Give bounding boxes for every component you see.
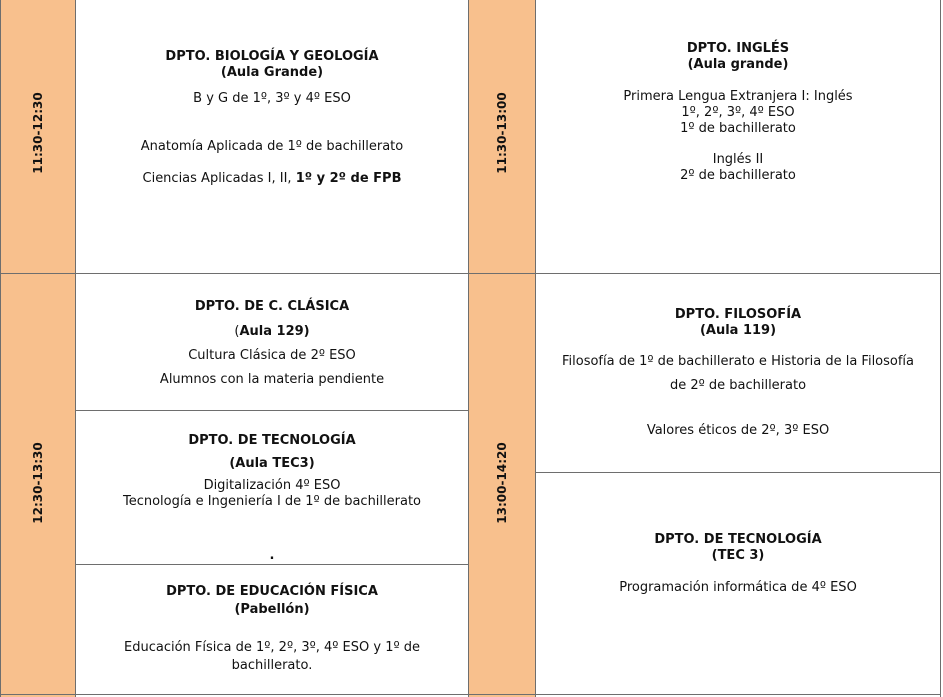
dept-room: (Aula TEC3)	[229, 456, 315, 471]
dept-room: (TEC 3)	[711, 548, 765, 563]
dept-title: DPTO. DE C. CLÁSICA	[194, 299, 350, 314]
dept-room: (Aula Grande)	[220, 65, 324, 80]
time-slot-label: 11:30-12:30	[31, 92, 45, 174]
subject-line: 2º de bachillerato	[680, 168, 796, 183]
dept-tecnologia-cell	[76, 433, 468, 564]
subject-line: Inglés II	[712, 152, 764, 167]
dept-title: DPTO. DE EDUCACIÓN FÍSICA	[166, 584, 378, 599]
separator-dot: .	[269, 548, 275, 563]
grid-line	[75, 410, 468, 411]
subject-line: Filosofía de 1º de bachillerato e Historia de la Filosofía	[561, 354, 915, 369]
dept-title: DPTO. DE TECNOLOGÍA	[188, 433, 356, 448]
dept-title: DPTO. INGLÉS	[686, 41, 790, 56]
dept-room: (Aula 129)	[234, 324, 310, 339]
subject-line: Digitalización 4º ESO	[203, 478, 341, 493]
grid-line	[0, 273, 941, 274]
dept-title: DPTO. FILOSOFÍA	[674, 307, 802, 322]
dept-ingles-cell	[536, 41, 940, 184]
subject-line: de 2º de bachillerato	[669, 378, 807, 393]
time-slot-label: 12:30-13:30	[31, 442, 45, 524]
subject-line: Educación Física de 1º, 2º, 3º, 4º ESO y 1º de	[124, 640, 420, 655]
subject-line: Alumnos con la materia pendiente	[159, 372, 385, 387]
time-slot-label: 11:30-13:00	[495, 92, 509, 174]
grid-line	[0, 0, 1, 697]
dept-efisica-cell	[76, 584, 468, 675]
subject-line: Cultura Clásica de 2º ESO	[188, 348, 356, 363]
dept-room: (Aula grande)	[687, 57, 789, 72]
subject-line: Programación informática de 4º ESO	[619, 580, 857, 595]
dept-biologia-cell	[76, 49, 468, 187]
grid-line	[535, 472, 940, 473]
subject-line: 1º, 2º, 3º, 4º ESO	[681, 105, 795, 120]
grid-line	[468, 0, 469, 697]
subject-line: Valores éticos de 2º, 3º ESO	[646, 423, 830, 438]
subject-line: Ciencias Aplicadas I, II, 1º y 2º de FPB	[142, 171, 402, 186]
subject-line: 1º de bachillerato	[680, 121, 796, 136]
subject-line: Primera Lengua Extranjera I: Inglés	[623, 89, 853, 104]
grid-line	[940, 0, 941, 697]
dept-tecnologia-tec3-cell	[536, 532, 940, 596]
dept-title: DPTO. BIOLOGÍA Y GEOLOGÍA	[165, 49, 379, 64]
dept-title: DPTO. DE TECNOLOGÍA	[654, 532, 822, 547]
subject-line: Anatomía Aplicada de 1º de bachillerato	[140, 139, 404, 154]
subject-line: Tecnología e Ingeniería I de 1º de bachillerato	[122, 494, 422, 509]
grid-line	[75, 564, 468, 565]
subject-line: bachillerato.	[231, 658, 313, 673]
subject-line: B y G de 1º, 3º y 4º ESO	[193, 91, 351, 106]
time-slot-label: 13:00-14:20	[495, 442, 509, 524]
dept-room: (Pabellón)	[234, 602, 310, 617]
dept-clasica-cell	[76, 299, 468, 388]
dept-room: (Aula 119)	[699, 323, 777, 338]
dept-filosofia-cell	[536, 307, 940, 439]
grid-line	[0, 694, 941, 695]
